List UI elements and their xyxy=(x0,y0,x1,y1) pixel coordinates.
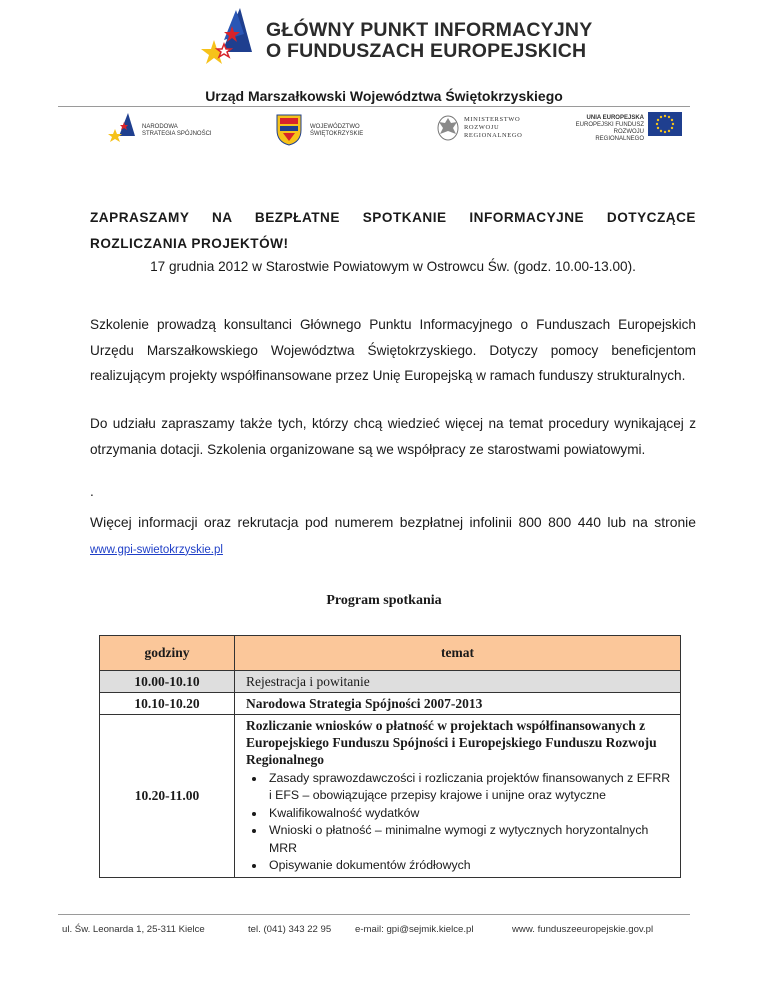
bullet-item: • Zasady sprawozdawczości i rozliczania projektów finansowanych z EFRR i EFS – obowiązujące przepisy krajowe i unijne oraz wytyczne xyxy=(266,770,674,805)
event-details: 17 grudnia 2012 w Starostwie Powiatowym w Ostrowcu Św. (godz. 10.00-13.00). xyxy=(150,259,636,274)
paragraph-more-info xyxy=(90,510,696,563)
eagle-icon xyxy=(436,112,460,142)
footer-email: e-mail: gpi@sejmik.kielce.pl xyxy=(355,924,474,935)
row-topic-detail xyxy=(235,715,681,878)
table-row xyxy=(100,671,681,693)
footer-divider xyxy=(58,914,690,915)
row-hours: 10.00-10.10 xyxy=(100,671,235,693)
header-hours: godziny xyxy=(100,636,235,671)
ns-line2: STRATEGIA SPÓJNOŚCI xyxy=(142,131,212,137)
paragraph-consultants: Szkolenie prowadzą konsultanci Głównego Punktu Informacyjnego o Funduszach Europejskich Urzędu Marszałkowskiego Województwa Świętokrzyskiego. Dotyczy pomocy beneficjentom realizującym projekty współfinansowane przez Unię Europejską w ramach funduszy strukturalnych. xyxy=(90,317,696,383)
separator-dot: . xyxy=(90,484,94,499)
header-divider xyxy=(58,106,690,107)
gpi-title-line1: GŁÓWNY PUNKT INFORMACYJNY xyxy=(266,19,593,41)
mr-line1: MINISTERSTWO xyxy=(464,116,521,123)
header-topic: temat xyxy=(235,636,681,671)
bullet-item: • Kwalifikowalność wydatków xyxy=(266,805,674,822)
gpi-logo-icon xyxy=(200,6,262,76)
row-topic: Rejestracja i powitanie xyxy=(235,671,681,693)
headline xyxy=(90,205,696,256)
ue-line3: ROZWOJU REGIONALNEGO xyxy=(595,129,644,142)
gpi-title-line2: O FUNDUSZACH EUROPEJSKICH xyxy=(266,40,587,62)
table-row xyxy=(100,693,681,715)
table-row xyxy=(100,715,681,878)
mr-line3: REGIONALNEGO xyxy=(464,132,523,139)
nss-logo-icon xyxy=(108,112,140,146)
footer-website: www. funduszeeuropejskie.gov.pl xyxy=(512,924,654,935)
ue-line1: UNIA EUROPEJSKA xyxy=(586,115,644,121)
mr-line2: ROZWOJU xyxy=(464,124,500,131)
ws-line1: WOJEWÓDZTWO xyxy=(310,124,360,130)
footer-phone: tel. (041) 343 22 95 xyxy=(248,924,332,935)
gpi-title xyxy=(266,20,592,62)
office-name: Urząd Marszałkowski Województwa Świętokrzyskiego xyxy=(205,88,563,104)
coat-of-arms-icon xyxy=(274,112,304,146)
logo-ministerstwo xyxy=(436,112,523,148)
program-title: Program spotkania xyxy=(326,593,442,608)
row-topic: Rozliczanie wniosków o płatność w projektach współfinansowanych z Europejskiego Funduszu Spójności i Europejskiego Funduszu Rozwoju Regionalnego xyxy=(246,718,657,767)
program-table xyxy=(99,635,681,878)
row-topic: Narodowa Strategia Spójności 2007-2013 xyxy=(235,693,681,715)
eu-flag-icon xyxy=(648,112,682,136)
paragraph-participation: Do udziału zapraszamy także tych, którzy chcą wiedzieć więcej na temat procedury wynikającej z otrzymania dotacji. Szkolenia organizowane są we współpracy ze starostwami powiatowymi. xyxy=(90,416,696,457)
ns-line1: NARODOWA xyxy=(142,124,178,130)
row-hours: 10.20-11.00 xyxy=(100,715,235,878)
bullet-item: • Opisywanie dokumentów źródłowych xyxy=(266,857,674,874)
row-hours: 10.10-10.20 xyxy=(100,693,235,715)
headline-line2: ROZLICZANIA PROJEKTÓW! xyxy=(90,235,289,251)
footer-address: ul. Św. Leonarda 1, 25-311 Kielce xyxy=(62,924,205,935)
ue-line2: EUROPEJSKI FUNDUSZ xyxy=(575,122,644,128)
table-header-row xyxy=(100,636,681,671)
headline-line1: ZAPRASZAMY NA BEZPŁATNE SPOTKANIE INFORMACYJNE DOTYCZĄCE xyxy=(90,210,696,225)
more-info-text: Więcej informacji oraz rekrutacja pod numerem bezpłatnej infolinii 800 800 440 lub na stronie xyxy=(90,514,696,530)
logo-wojewodztwo xyxy=(274,112,364,148)
website-link[interactable]: www.gpi-swietokrzyskie.pl xyxy=(90,543,223,556)
ws-line2: ŚWIĘTOKRZYSKIE xyxy=(310,131,364,137)
bullet-item: • Wnioski o płatność – minimalne wymogi z wytycznych horyzontalnych MRR xyxy=(266,822,674,857)
topic-bullet-list xyxy=(246,770,674,874)
